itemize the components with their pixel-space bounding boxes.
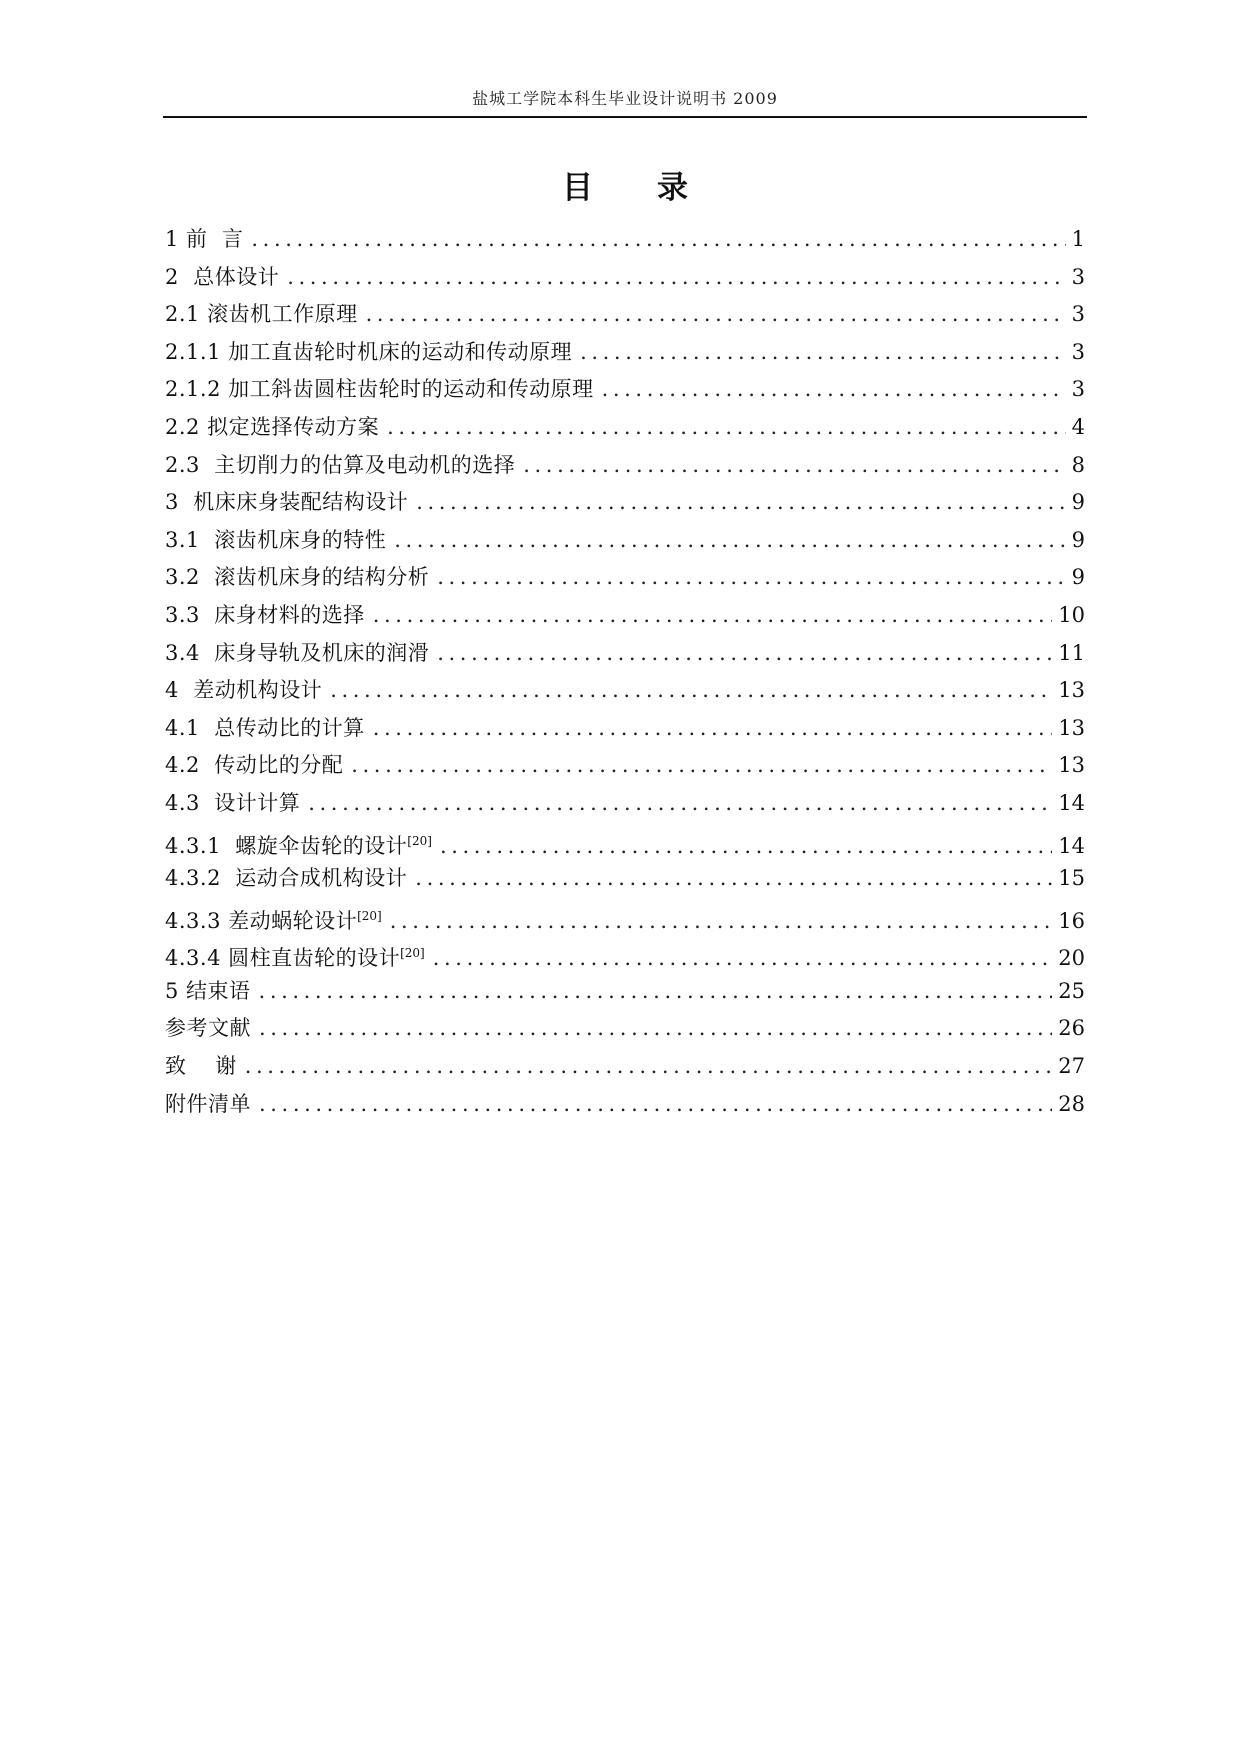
toc-dot-leader <box>373 597 1053 635</box>
toc-entry-text: 致 谢 <box>165 1054 237 1079</box>
toc-entry[interactable] <box>165 935 1085 973</box>
toc-entry-text: 1 前 言 <box>165 227 244 251</box>
toc-page-number: 14 <box>1058 790 1085 815</box>
toc-entry-label <box>165 221 243 259</box>
toc-dot-leader <box>394 522 1065 560</box>
toc-entry[interactable] <box>165 1010 1085 1048</box>
toc-entry[interactable] <box>165 371 1085 409</box>
citation-ref: [20] <box>357 908 382 923</box>
toc-dot-leader <box>580 334 1066 372</box>
toc-entry-text: 3.2 滚齿机床身的结构分析 <box>165 565 430 590</box>
toc-entry[interactable] <box>165 296 1085 334</box>
toc-entry-text: 2 总体设计 <box>165 264 280 289</box>
toc-entry-label <box>165 860 407 898</box>
toc-entry-text: 参考文献 <box>165 1016 251 1041</box>
toc-entry[interactable] <box>165 447 1085 485</box>
toc-entry-label <box>165 635 429 673</box>
toc-entry-label <box>165 484 408 522</box>
toc-entry-label <box>165 447 515 485</box>
toc-page-number: 3 <box>1071 377 1085 402</box>
toc-dot-leader <box>287 259 1065 297</box>
toc-page-number: 3 <box>1071 339 1085 364</box>
toc-entry-label <box>165 1048 237 1086</box>
toc-dot-leader <box>259 973 1053 1011</box>
toc-entry[interactable] <box>165 597 1085 635</box>
toc-entry-text: 2.2 拟定选择传动方案 <box>165 414 380 439</box>
toc-title-char-2: 录 <box>657 170 688 206</box>
toc-entry[interactable] <box>165 1048 1085 1086</box>
toc-entry[interactable] <box>165 747 1085 785</box>
toc-entry-text: 2.1.1 加工直齿轮时机床的运动和传动原理 <box>165 339 573 364</box>
toc-entry-label <box>165 522 386 560</box>
toc-entry-label <box>165 559 429 597</box>
toc-entry-label <box>165 823 432 866</box>
toc-entry-label <box>165 371 594 409</box>
toc-entry-text: 3.3 床身材料的选择 <box>165 602 365 627</box>
toc-dot-leader <box>366 296 1066 334</box>
toc-entry-text: 3.1 滚齿机床身的特性 <box>165 527 387 552</box>
toc-page-number: 14 <box>1058 833 1085 858</box>
toc-page-number: 16 <box>1058 908 1085 933</box>
running-header: 盐城工学院本科生毕业设计说明书 2009 <box>472 89 778 108</box>
toc-entry-text: 4.3.2 运动合成机构设计 <box>165 866 408 891</box>
toc-entry[interactable] <box>165 259 1085 297</box>
toc-dot-leader <box>373 710 1053 748</box>
toc-entry-label <box>165 935 425 978</box>
toc-entry-text: 5 结束语 <box>165 978 251 1003</box>
toc-entry-label <box>165 259 279 297</box>
toc-entry[interactable] <box>165 710 1085 748</box>
toc-entry-label <box>165 785 300 823</box>
toc-page-number: 9 <box>1071 565 1085 590</box>
toc-dot-leader <box>602 371 1066 409</box>
toc-entry-text: 4.2 传动比的分配 <box>165 753 344 778</box>
toc-entry[interactable] <box>165 409 1085 447</box>
toc-dot-leader <box>259 1010 1052 1048</box>
toc-dot-leader <box>387 409 1066 447</box>
toc-entry[interactable] <box>165 973 1085 1011</box>
toc-title <box>163 162 1087 207</box>
toc-entry-label <box>165 747 343 785</box>
toc-dot-leader <box>437 635 1052 673</box>
toc-dot-leader <box>351 747 1052 785</box>
toc-page-number: 13 <box>1058 715 1085 740</box>
toc-page-number: 1 <box>1071 227 1085 251</box>
toc-dot-leader <box>330 672 1052 710</box>
toc-entry-label <box>165 710 365 748</box>
toc-entry-text: 4 差动机构设计 <box>165 678 323 703</box>
citation-ref: [20] <box>400 946 425 961</box>
toc-page-number: 25 <box>1058 978 1085 1003</box>
toc-entry[interactable] <box>165 334 1085 372</box>
toc-dot-leader <box>259 1086 1052 1124</box>
toc-entry[interactable] <box>165 559 1085 597</box>
toc-entry[interactable] <box>165 785 1085 823</box>
toc-entry[interactable] <box>165 672 1085 710</box>
toc-dot-leader <box>416 484 1065 522</box>
toc-entry-text: 4.3 设计计算 <box>165 790 301 815</box>
toc-entry-label <box>165 296 358 334</box>
toc-page-number: 10 <box>1058 602 1085 627</box>
toc-entry-text: 2.1.2 加工斜齿圆柱齿轮时的运动和传动原理 <box>165 377 594 402</box>
toc-entry[interactable] <box>165 860 1085 898</box>
toc-page-number: 27 <box>1058 1054 1085 1079</box>
toc-page-number: 28 <box>1058 1091 1085 1116</box>
toc-dot-leader <box>437 559 1065 597</box>
toc-entry[interactable] <box>165 635 1085 673</box>
toc-entry-text: 4.1 总传动比的计算 <box>165 715 365 740</box>
toc-dot-leader <box>523 447 1065 485</box>
toc-entry-label <box>165 1086 251 1124</box>
toc-page-number: 13 <box>1058 753 1085 778</box>
toc-page-number: 15 <box>1058 866 1085 891</box>
citation-ref: [20] <box>407 833 432 848</box>
header-rule <box>163 116 1087 118</box>
toc-entry[interactable] <box>165 522 1085 560</box>
toc-dot-leader <box>390 903 1053 941</box>
toc-entry-label <box>165 1010 251 1048</box>
toc-page-number: 9 <box>1071 527 1085 552</box>
toc-entry-text: 4.3.3 差动蜗轮设计 <box>165 908 358 933</box>
toc-entry-label <box>165 409 379 447</box>
toc-page-number: 20 <box>1058 946 1085 971</box>
toc-list <box>165 221 1085 1123</box>
toc-entry[interactable] <box>165 898 1085 936</box>
toc-title-char-1: 目 <box>562 170 593 206</box>
toc-entry[interactable] <box>165 1086 1085 1124</box>
toc-entry[interactable] <box>165 221 1085 259</box>
toc-entry-text: 2.1 滚齿机工作原理 <box>165 302 358 327</box>
toc-page-number: 9 <box>1071 490 1085 515</box>
toc-page-number: 26 <box>1058 1016 1085 1041</box>
toc-page-number: 11 <box>1058 640 1085 665</box>
toc-entry[interactable] <box>165 823 1085 861</box>
toc-page-number: 3 <box>1071 264 1085 289</box>
toc-entry-label <box>165 898 382 941</box>
toc-entry-text: 附件清单 <box>165 1091 251 1116</box>
toc-page-number: 3 <box>1071 302 1085 327</box>
toc-page-number: 4 <box>1071 414 1085 439</box>
toc-entry-label <box>165 672 322 710</box>
toc-entry-text: 3.4 床身导轨及机床的润滑 <box>165 640 430 665</box>
toc-dot-leader <box>251 221 1065 259</box>
toc-entry-label <box>165 334 572 372</box>
toc-entry-label <box>165 973 251 1011</box>
toc-page-number: 8 <box>1071 452 1085 477</box>
toc-entry-text: 4.3.4 圆柱直齿轮的设计 <box>165 946 401 971</box>
toc-dot-leader <box>308 785 1052 823</box>
toc-entry-text: 4.3.1 螺旋伞齿轮的设计 <box>165 833 408 858</box>
toc-dot-leader <box>245 1048 1053 1086</box>
toc-dot-leader <box>415 860 1052 898</box>
toc-entry[interactable] <box>165 484 1085 522</box>
toc-entry-text: 3 机床床身装配结构设计 <box>165 490 409 515</box>
toc-page-number: 13 <box>1058 678 1085 703</box>
toc-entry-label <box>165 597 365 635</box>
toc-entry-text: 2.3 主切削力的估算及电动机的选择 <box>165 452 516 477</box>
